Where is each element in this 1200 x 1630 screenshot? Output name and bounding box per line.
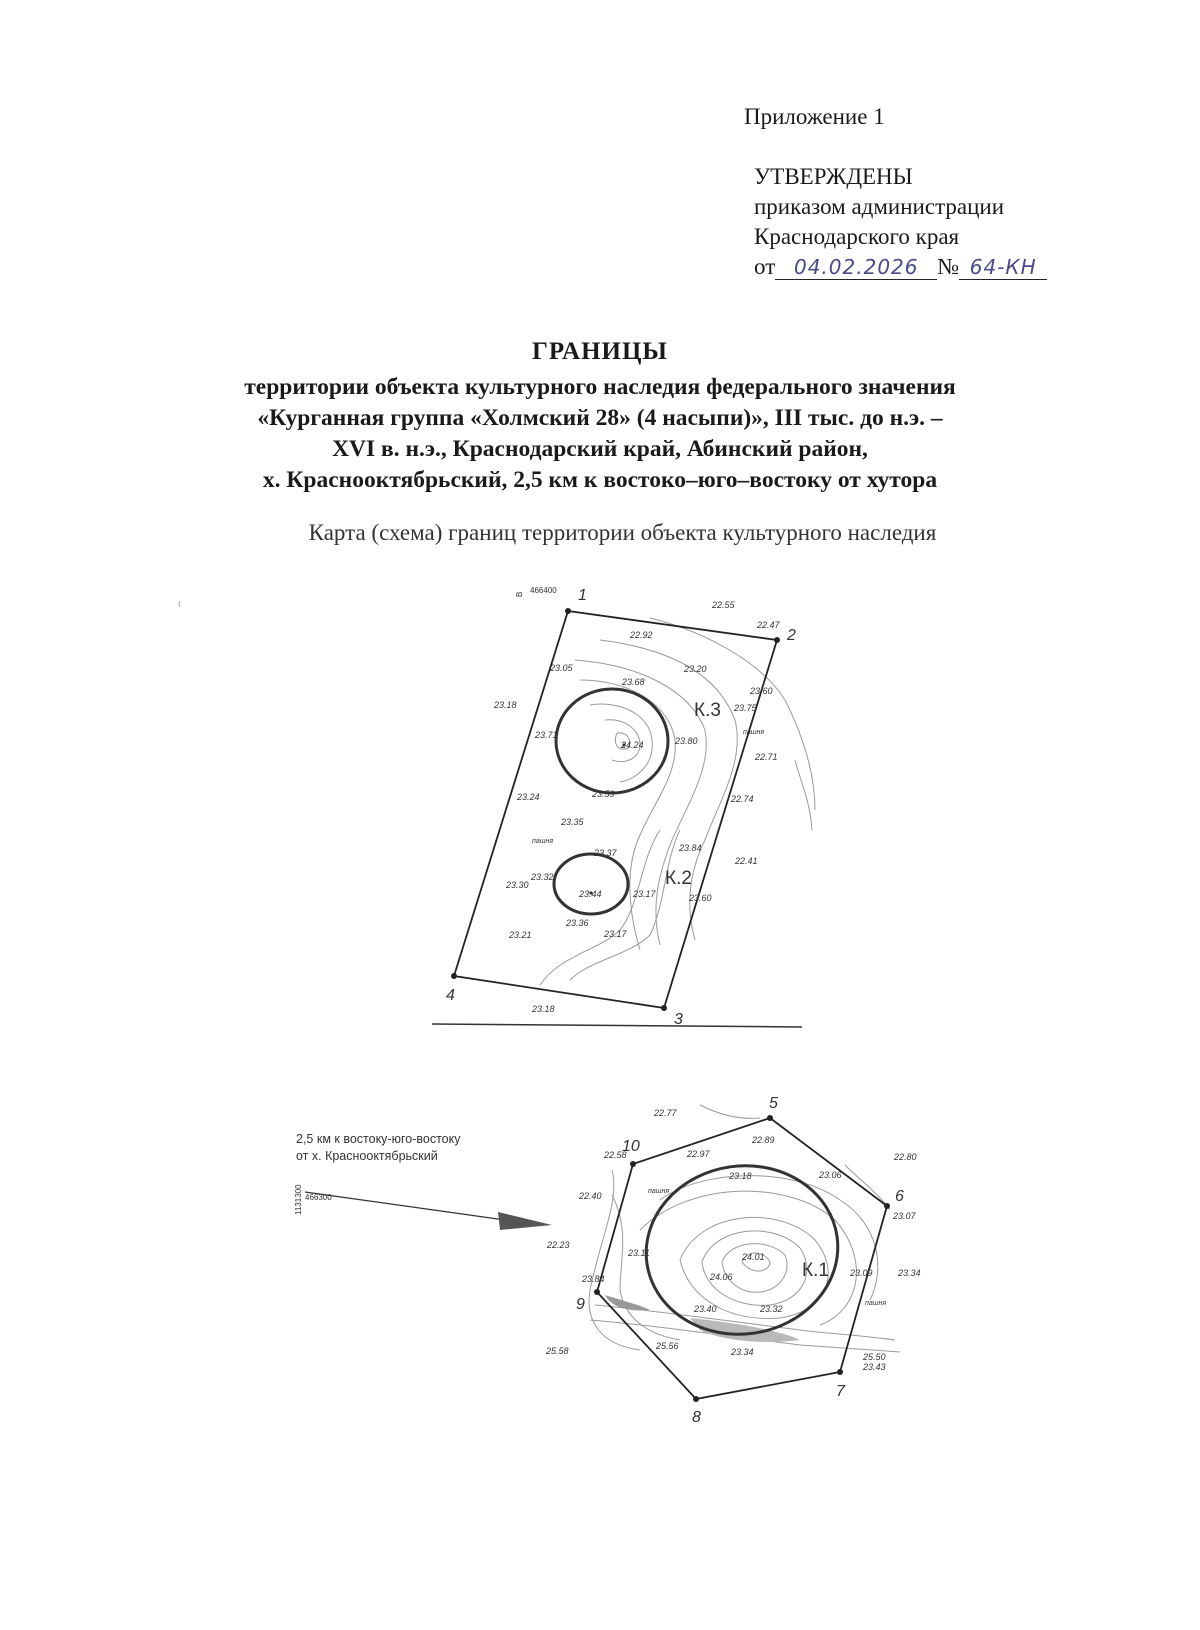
elevation-label: 23.11 xyxy=(628,1248,650,1258)
handwritten-date: 04.02.2026 xyxy=(793,255,919,279)
subtitle-line-3: XVI в. н.э., Краснодарский край, Абинский район, xyxy=(332,436,868,462)
region-line: Краснодарского края xyxy=(754,224,960,249)
top-map xyxy=(178,586,815,1028)
point-label-1: 1 xyxy=(578,587,587,604)
elevation-label: 22.74 xyxy=(731,794,754,804)
kurgan-2-outline xyxy=(554,854,628,914)
kurgan-3-label: К.3 xyxy=(694,700,721,721)
point-label-9: 9 xyxy=(576,1296,585,1313)
elevation-label: 23.59 xyxy=(592,789,615,799)
elevation-label: 22.47 xyxy=(757,620,780,630)
elevation-label: 23.24 xyxy=(517,792,540,802)
top-map-baseline xyxy=(432,1024,802,1027)
handwritten-number: 64-КН xyxy=(969,255,1037,279)
top-boundary-polygon xyxy=(454,611,777,1008)
elevation-label: 22.40 xyxy=(579,1191,602,1201)
elevation-label: 23.07 xyxy=(893,1211,916,1221)
point-label-7: 7 xyxy=(836,1383,845,1400)
elevation-label: 23.21 xyxy=(509,930,532,940)
top-contours xyxy=(540,618,815,985)
elevation-label: 23.60 xyxy=(689,893,712,903)
elevation-label: 22.92 xyxy=(630,630,653,640)
elevation-label: 23.43 xyxy=(863,1362,886,1372)
boundary-point-8 xyxy=(693,1396,699,1402)
arrow-text-line-1: 2,5 км к востоку-юго-востоку xyxy=(296,1132,461,1146)
number-prefix: № xyxy=(937,254,960,279)
elevation-label: 23.05 xyxy=(550,663,573,673)
document-title: ГРАНИЦЫ xyxy=(532,338,668,365)
field-label: пашня xyxy=(648,1188,670,1195)
elevation-label: 23.68 xyxy=(622,677,645,687)
elevation-label: 22.58 xyxy=(604,1150,627,1160)
elevation-label: 25.56 xyxy=(656,1341,679,1351)
boundary-point-2 xyxy=(774,637,780,643)
elevation-label: 23.84 xyxy=(679,843,702,853)
bottom-axis-label: 1131300 xyxy=(294,1184,303,1215)
field-label: пашня xyxy=(865,1300,887,1307)
elevation-label: 22.23 xyxy=(547,1240,570,1250)
elevation-label: 23.32 xyxy=(531,872,554,882)
boundary-point-10 xyxy=(630,1161,636,1167)
top-elevations xyxy=(493,600,781,1014)
date-prefix: от xyxy=(754,254,776,279)
kurgan-1-outline xyxy=(635,1153,849,1346)
elevation-label: 23.20 xyxy=(684,664,707,674)
point-label-2: 2 xyxy=(787,627,796,644)
elevation-label: 23.17 xyxy=(604,929,627,939)
arrow-text-line-2: от х. Краснооктябрьский xyxy=(296,1149,438,1163)
direction-arrow-line xyxy=(305,1192,505,1220)
elevation-label: 23.18 xyxy=(729,1171,752,1181)
boundary-point-5 xyxy=(767,1115,773,1121)
boundary-point-6 xyxy=(884,1203,890,1209)
field-label: пашня xyxy=(743,729,765,736)
boundary-point-1 xyxy=(565,608,571,614)
subtitle-line-4: х. Краснооктябрьский, 2,5 км к востоко–юго–востоку от хутора xyxy=(262,467,938,493)
elevation-label: 22.41 xyxy=(735,856,758,866)
elevation-label: 24.06 xyxy=(710,1272,733,1282)
order-line: приказом администрации xyxy=(754,194,1005,219)
boundary-point-7 xyxy=(837,1369,843,1375)
field-label: пашня xyxy=(532,838,554,845)
elevation-label: 23.32 xyxy=(760,1304,783,1314)
point-label-3: 3 xyxy=(674,1011,683,1028)
subtitle-line-1: территории объекта культурного наследия федерального значения xyxy=(244,374,956,400)
elevation-label: 22.89 xyxy=(752,1135,775,1145)
elevation-label: 23.30 xyxy=(506,880,529,890)
elevation-label: 25.50 xyxy=(863,1352,886,1362)
subtitle-line-2: «Курганная группа «Холмский 28» (4 насыпи)», III тыс. до н.э. – xyxy=(257,405,943,431)
elevation-label: 23.75 xyxy=(734,703,757,713)
kurgan-1-label: К.1 xyxy=(802,1260,829,1281)
scan-speck: ⁝ xyxy=(178,600,181,609)
elevation-label: 23.37 xyxy=(594,848,617,858)
point-label-8: 8 xyxy=(692,1409,701,1426)
bottom-coord-label: 466300 xyxy=(305,1193,332,1202)
elevation-label: 23.09 xyxy=(850,1268,873,1278)
boundary-point-9 xyxy=(594,1289,600,1295)
elevation-label: 23.44 xyxy=(579,889,602,899)
map-caption: Карта (схема) границ территории объекта культурного наследия xyxy=(308,520,937,545)
approved-heading: УТВЕРЖДЕНЫ xyxy=(754,164,913,189)
elevation-label: 23.84 xyxy=(582,1274,605,1284)
boundary-point-3 xyxy=(661,1005,667,1011)
appendix-label: Приложение 1 xyxy=(744,104,885,129)
elevation-label: 24.01 xyxy=(742,1252,765,1262)
elevation-label: 22.55 xyxy=(712,600,735,610)
elevation-label: 23.18 xyxy=(494,700,517,710)
bottom-map xyxy=(294,1095,921,1426)
elevation-label: 23.34 xyxy=(731,1347,754,1357)
elevation-label: 23.35 xyxy=(561,817,584,827)
point-label-5: 5 xyxy=(769,1095,778,1112)
elevation-label: 23.80 xyxy=(675,736,698,746)
elevation-label: 23.40 xyxy=(694,1304,717,1314)
elevation-label: 23.34 xyxy=(898,1268,921,1278)
elevation-label: 22.71 xyxy=(755,752,778,762)
direction-arrow-head xyxy=(498,1212,552,1230)
elevation-label: 25.58 xyxy=(546,1346,569,1356)
kurgan-2-label: К.2 xyxy=(665,868,692,889)
elevation-label: 22.97 xyxy=(687,1149,710,1159)
point-label-6: 6 xyxy=(895,1188,904,1205)
elevation-label: 22.77 xyxy=(654,1108,677,1118)
elevation-label: 23.18 xyxy=(532,1004,555,1014)
top-coord-label: 466400 xyxy=(530,586,557,595)
elevation-label: 23.60 xyxy=(750,686,773,696)
elevation-label: 22.80 xyxy=(894,1152,917,1162)
elevation-label: 23.36 xyxy=(566,918,589,928)
elevation-label: 23.17 xyxy=(633,889,656,899)
elevation-label: 24.24 xyxy=(621,740,644,750)
point-label-10: 10 xyxy=(622,1138,640,1155)
elevation-label: 23.71 xyxy=(535,730,558,740)
elevation-label: 23.06 xyxy=(819,1170,842,1180)
point-label-4: 4 xyxy=(446,987,455,1004)
boundary-point-4 xyxy=(451,973,457,979)
top-axis-label: В xyxy=(515,591,524,597)
